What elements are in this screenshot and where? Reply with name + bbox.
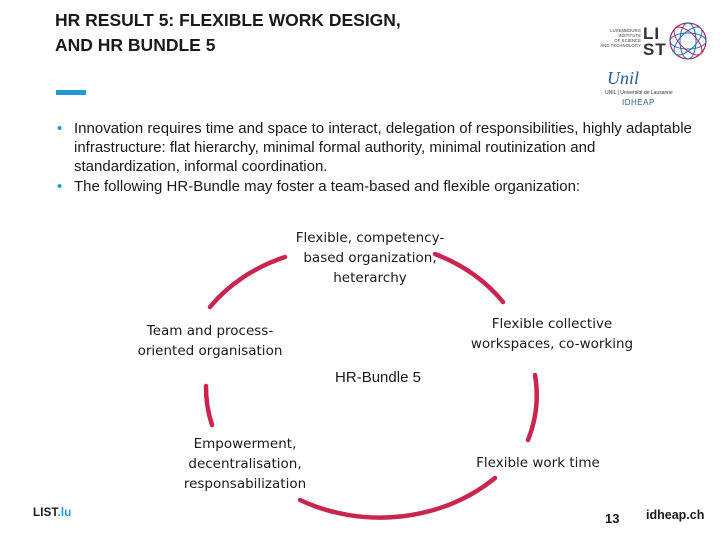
slide-title-line-2: AND HR BUNDLE 5 (55, 35, 216, 55)
slide-title-line-1: HR RESULT 5: FLEXIBLE WORK DESIGN, (55, 10, 401, 30)
node-collective-workspaces: Flexible collective workspaces, co-working (470, 316, 634, 352)
unil-subtitle: UNIL | Université de Lausanne (605, 90, 673, 96)
list-logo-bottom: ST (643, 40, 667, 59)
bullet-dot-icon: • (57, 120, 63, 137)
footer-site: idheap.ch (646, 508, 705, 522)
node-empowerment: Empowerment, decentralisation, responsabilization (183, 436, 307, 492)
institute-line: INSTITUTE (618, 33, 641, 38)
ring-arc-left (206, 386, 212, 425)
node-flexible-organization: Flexible, competency-based organization, heterarchy (295, 230, 445, 286)
idheap-logo: IDHEAP (622, 98, 655, 107)
unil-logo: Unil (607, 68, 640, 88)
list-footer-logo (33, 507, 71, 519)
ring-arc-top-left (210, 257, 285, 307)
node-hr-bundle-center: HR-Bundle 5 (335, 369, 421, 386)
institute-line: AND TECHNOLOGY (600, 43, 641, 48)
institute-line: OF SCIENCE (614, 38, 641, 43)
footer-logo-suffix: .lu (57, 507, 72, 519)
node-team-process: Team and process-oriented organisation (137, 323, 283, 359)
ring-arc-bottom (300, 478, 495, 518)
ring-arc-right (528, 375, 537, 440)
page-number: 13 (605, 511, 620, 526)
node-flexible-work-time: Flexible work time (476, 455, 600, 471)
footer-logo-main: LIST (33, 507, 58, 519)
bullet-text: Innovation requires time and space to interact, delegation of responsibilities, highly adaptable infrastructure: flat hierarchy, minimal formal authority, minimal routinization and standardization, informal coordination. (74, 120, 692, 175)
bullet-dot-icon: • (57, 178, 63, 195)
institute-line: LUXEMBOURG (610, 28, 641, 33)
bullet-text: The following HR-Bundle may foster a team-based and flexible organization: (74, 178, 581, 195)
list-logo-top: LI (643, 24, 661, 43)
